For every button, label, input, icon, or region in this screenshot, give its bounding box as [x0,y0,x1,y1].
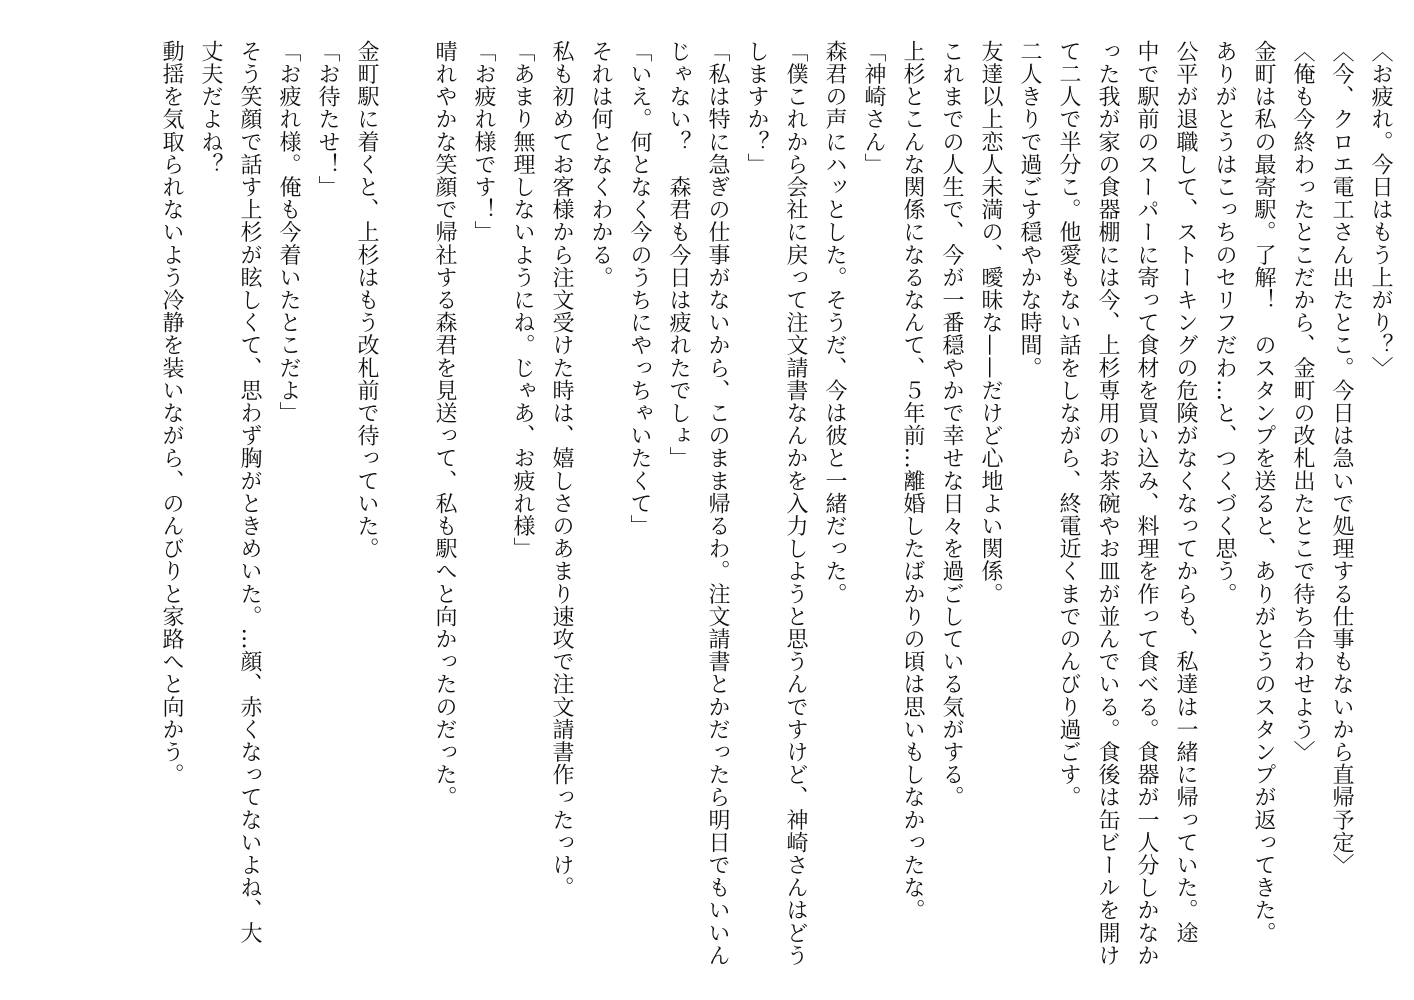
text-line: て二人で半分こ。他愛もない話をしながら、終電近くまでのんびり過ごす。 [1056,40,1081,809]
text-line: 「神崎さん」 [861,40,886,176]
text-line: 〈今、クロエ電工さん出たとこ。今日は急いで処理する仕事もないから直帰予定〉 [1329,40,1354,877]
text-line: 「お待たせ！」 [315,40,340,199]
text-line: 〈お疲れ。今日はもう上がり？〉 [1368,40,1393,379]
text-line: 晴れやかな笑顔で帰社する森君を見送って、私も駅へと向かったのだった。 [432,40,457,809]
text-line: 金町は私の最寄駅。了解！ のスタンプを送ると、ありがとうのスタンプが返ってきた。 [1251,40,1276,944]
text-line: 私も初めてお客様から注文受けた時は、嬉しさのあまり速攻で注文請書作ったっけ。 [549,40,574,899]
text-line: 二人きりで過ごす穏やかな時間。 [1017,40,1042,379]
text-line: 「お疲れ様です！」 [471,40,496,244]
text-line: 動揺を気取られないよう冷静を装いながら、のんびりと家路へと向かう。 [159,40,184,786]
text-line: これまでの人生で、今が一番穏やかで幸せな日々を過ごしている気がする。 [939,40,964,809]
blank-line [391,40,419,980]
text-line: 友達以上恋人未満の、曖昧な——だけど心地よい関係。 [978,40,1003,605]
text-line: じゃない？ 森君も今日は疲れたでしょ」 [666,40,691,470]
text-line: 中で駅前のスーパーに寄って食材を買い込み、料理を作って食べる。食器が一人分しかなか [1134,40,1159,967]
text-line: 公平が退職して、ストーキングの危険がなくなってからも、私達は一緒に帰っていた。途 [1173,40,1198,944]
text-line: そう笑顔で話す上杉が眩しくて、思わず胸がときめいた。…顔、赤くなってないよね、大 [237,40,262,944]
text-line: それは何となくわかる。 [588,40,613,289]
text-line: 「いえ。何となく今のうちにやっちゃいたくて」 [627,40,652,538]
text-line: 上杉とこんな関係になるなんて、５年前…離婚したばかりの頃は思いもしなかったな。 [900,40,925,922]
text-line: ありがとうはこっちのセリフだわ…と、つくづく思う。 [1212,40,1237,605]
text-line: 「お疲れ様。俺も今着いたとこだよ」 [276,40,301,425]
text-line: った我が家の食器棚には今、上杉専用のお茶碗やお皿が並んでいる。食後は缶ビールを開け [1095,40,1120,967]
text-line: 〈俺も今終わったとこだから、金町の改札出たとこで待ち合わせよう〉 [1290,40,1315,764]
text-line: 「あまり無理しないようにね。じゃあ、お疲れ様」 [510,40,535,560]
text-line: しますか？」 [744,40,769,176]
text-line: 「私は特に急ぎの仕事がないから、このまま帰るわ。注文請書とかだったら明日でもいいん [705,40,730,967]
text-line: 金町駅に着くと、上杉はもう改札前で待っていた。 [354,40,379,560]
text-line: 「僕これから会社に戻って注文請書なんかを入力しようと思うんですけど、神崎さんはどう [783,40,808,967]
text-line: 丈夫だよね？ [198,40,223,176]
text-line: 森君の声にハッとした。そうだ、今は彼と一緒だった。 [822,40,847,605]
